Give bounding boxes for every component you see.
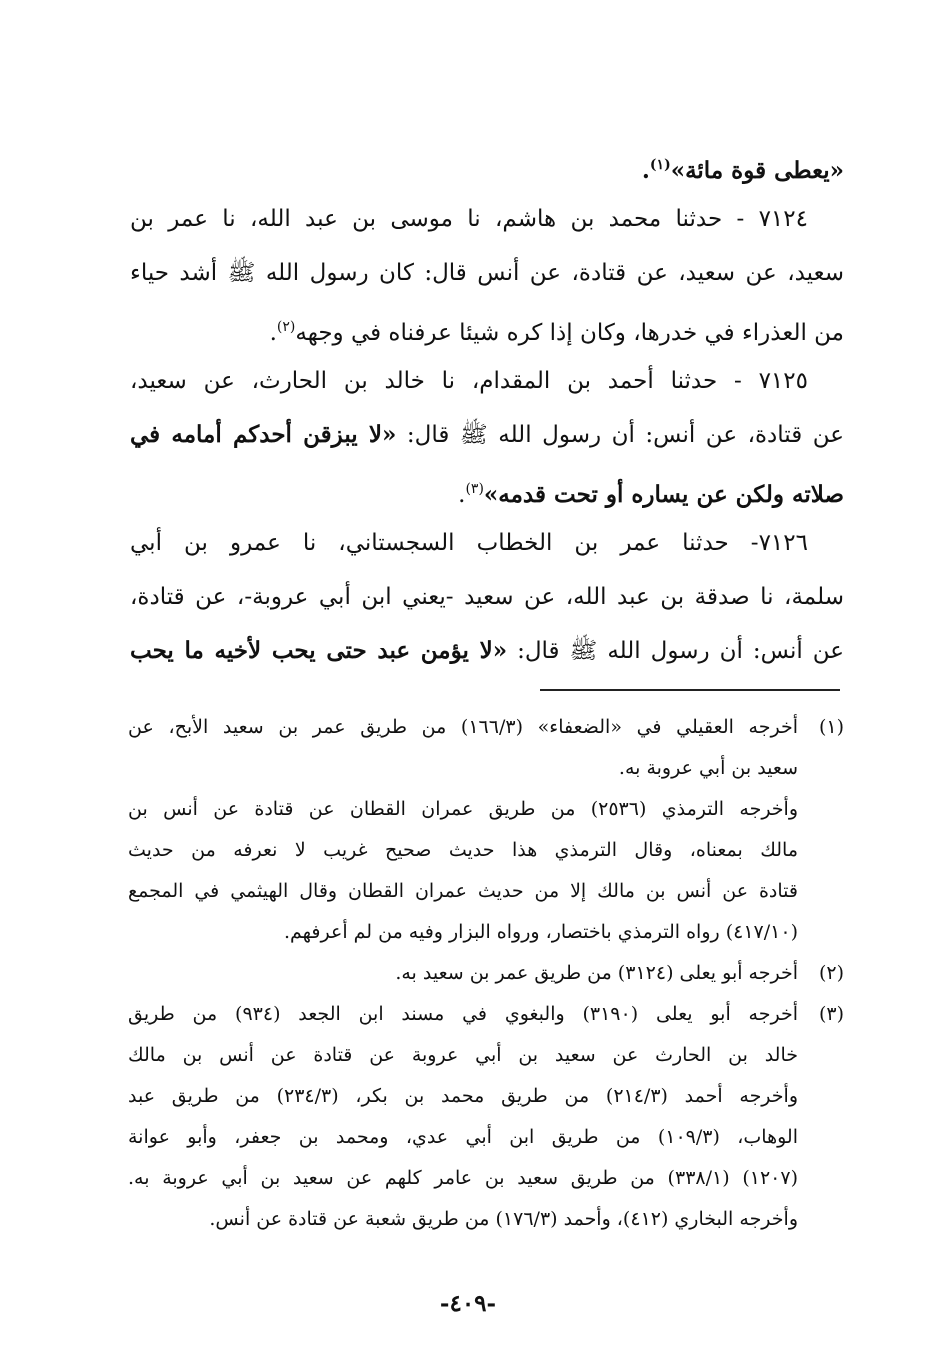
footnote-line: وأخرجه الترمذي (٢٥٣٦) من طريق عمران القطان عن قتادة عن أنس بن [128,798,798,820]
footnote-ref: (٢) [276,319,296,335]
hadith-7125-line: صلاته ولكن عن يساره أو تحت قدمه»$^{(٣)}$. [458,481,844,508]
footnote-ref: (٣) [465,481,484,497]
footnote-3 [128,994,844,1240]
hadith-7126-line: عن أنس: أن رسول الله ﷺ قال: «لا يؤمن عبد حتى يحب لأخيه ما يحب [130,637,844,664]
hadith-7126-line: سلمة، نا صدقة بن عبد الله، عن سعيد -يعني ابن أبي عروبة-، عن قتادة، [130,584,844,610]
footnote-1 [128,707,844,953]
footnote-line: وأخرجه البخاري (٤١٢)، وأحمد (١٧٦/٣) من طريق شعبة عن قتادة عن أنس. [209,1208,798,1230]
footnote-line: الوهاب، (١٠٩/٣) من طريق ابن أبي عدي، ومحمد بن جعفر، وأبو عوانة [128,1126,798,1148]
hadith-7125-line: عن قتادة، عن أنس: أن رسول الله ﷺ قال: «لا يبزقن أحدكم أمامه في [130,421,844,448]
footnote-line: وأخرجه أحمد (٢١٤/٣) من طريق محمد بن بكر، (٢٣٤/٣) من طريق عبد [128,1085,798,1107]
footnote-line: أخرجه العقيلي في «الضعفاء» (١٦٦/٣) من طريق عمر بن سعيد الأبح، عن [128,716,798,738]
hadith-7124-line: ٧١٢٤ - حدثنا محمد بن هاشم، نا موسى بن عبد الله، نا عمر بن [130,206,808,232]
hadith-7126-line: ٧١٢٦- حدثنا عمر بن الخطاب السجستاني، نا عمرو بن أبي [130,530,808,556]
hadith-7125-line: ٧١٢٥ - حدثنا أحمد بن المقدام، نا خالد بن الحارث، عن سعيد، [130,368,808,394]
footnote-line: أخرجه أبو يعلى (٣١٩٠) والبغوي في مسند ابن الجعد (٩٣٤) من طريق [128,1003,798,1025]
footnote-line: خالد بن الحارث عن سعيد بن أبي عروبة عن قتادة عن أنس بن مالك [128,1044,798,1066]
footnote-number: (٣) [818,1003,844,1025]
footnotes [128,707,844,1240]
footnote-separator [540,689,840,691]
hadith-7124-line: سعيد، عن سعيد، عن قتادة، عن أنس قال: كان رسول الله ﷺ أشد حياء [130,260,844,286]
hadith-7124-line: من العذراء في خدرها، وكان إذا كره شيئا عرفناه في وجهه$^{(٢)}$. [269,319,844,346]
footnote-line: قتادة عن أنس بن مالك إلا من حديث عمران القطان وقال الهيثمي في المجمع [128,880,798,902]
main-text [130,138,844,678]
footnote-number: (٢) [818,962,844,984]
footnote-number: (١) [818,716,844,738]
footnote-line: سعيد بن أبي عروبة به. [618,757,798,779]
footnote-line: (٤١٧/١٠) رواه الترمذي باختصار، ورواه البزار وفيه من لم أعرفهم. [283,921,798,943]
page-number: -٤٠٩- [439,1290,497,1317]
footnote-line: مالك بمعناه، وقال الترمذي هذا حديث صحيح غريب لا نعرفه من حديث [128,839,798,861]
footnote-2 [128,953,844,994]
footnote-ref: (١) [649,157,671,173]
footnote-line: (١٢٠٧) (٣٣٨/١) من طريق سعيد بن عامر كلهم عن سعيد بن أبي عروبة به. [128,1167,798,1189]
footnote-line: أخرجه أبو يعلى (٣١٢٤) من طريق عمر بن سعيد به. [395,962,798,984]
text-line: «يعطى قوة مائة»$^{(١)}$. [641,157,844,184]
